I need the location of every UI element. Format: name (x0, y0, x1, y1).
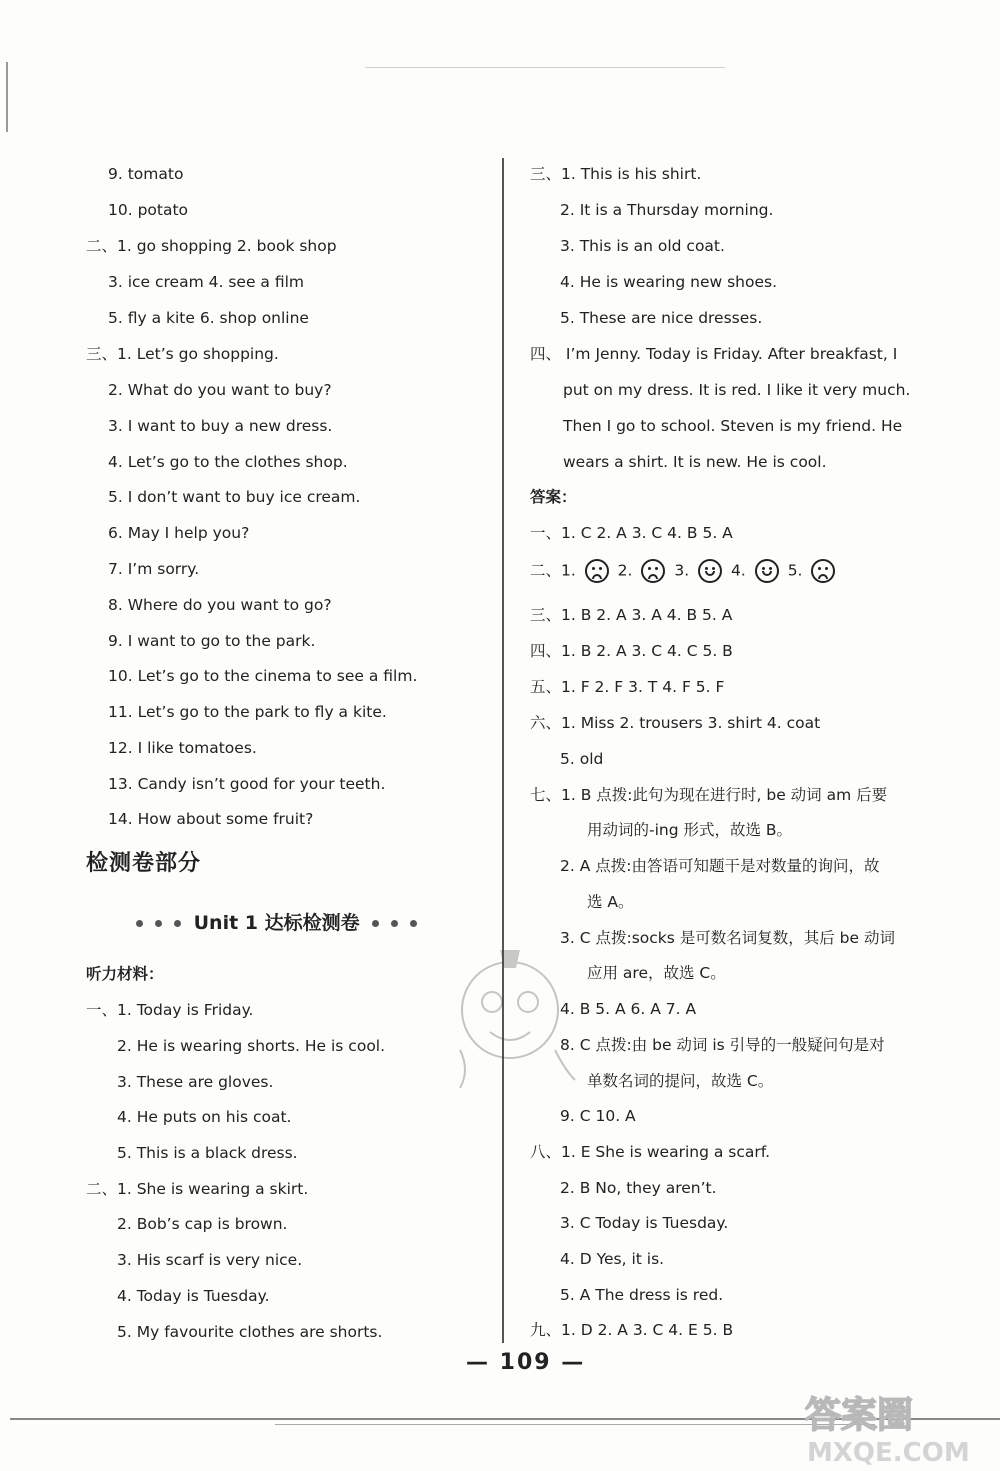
answer-line: 一、1. C 2. A 3. C 4. B 5. A (530, 524, 733, 542)
left-line: 3. ice cream 4. see a film (108, 273, 305, 291)
left-line: 二、1. go shopping 2. book shop (86, 237, 337, 255)
watermark-logo (795, 1385, 995, 1467)
section-title: 检测卷部分 (86, 851, 202, 876)
left-line: 4. Let’s go to the clothes shop. (108, 453, 348, 471)
left-line: 9. tomato (108, 165, 184, 183)
left-line: 9. I want to go to the park. (108, 632, 316, 650)
answer-line: 4. B 5. A 6. A 7. A (560, 1000, 697, 1018)
answer-line: 五、1. F 2. F 3. T 4. F 5. F (530, 678, 725, 696)
left-line: 5. I don’t want to buy ice cream. (108, 488, 361, 506)
top-rule (365, 67, 725, 68)
column-divider (502, 158, 504, 1343)
left-line: 14. How about some fruit? (108, 810, 314, 828)
answer-line: 2. B No, they aren’t. (560, 1179, 717, 1197)
passage-line: 四、 I’m Jenny. Today is Friday. After breakfast, I (530, 345, 898, 363)
answer-line: 四、1. B 2. A 3. C 4. C 5. B (530, 642, 733, 660)
answer-line: 3. C Today is Tuesday. (560, 1214, 729, 1232)
face-answers-row (530, 559, 839, 583)
left-line: 4. Today is Tuesday. (117, 1287, 270, 1305)
answer-line: 3. C 点拨:socks 是可数名词复数，其后 be 动词 (560, 929, 895, 947)
listening-label: 听力材料： (86, 965, 164, 983)
unit-title (130, 908, 423, 935)
left-line: 3. I want to buy a new dress. (108, 417, 333, 435)
svg-text:MXQE.COM: MXQE.COM (807, 1438, 970, 1467)
left-line: 2. Bob’s cap is brown. (117, 1215, 288, 1233)
answer-line: 选 A。 (587, 893, 634, 911)
left-line: 4. He puts on his coat. (117, 1108, 292, 1126)
answer-line: 六、1. Miss 2. trousers 3. shirt 4. coat (530, 714, 821, 732)
answer-line: 2. A 点拨:由答语可知题干是对数量的询问，故 (560, 857, 880, 875)
left-line: 3. These are gloves. (117, 1073, 274, 1091)
bullet-dot-icon (174, 920, 181, 927)
sad-face-icon (641, 559, 665, 583)
left-line: 三、1. Let’s go shopping. (86, 345, 279, 363)
answer-line: 单数名词的提问，故选 C。 (587, 1072, 774, 1090)
left-line: 10. Let’s go to the cinema to see a film. (108, 667, 418, 685)
answer-line: 4. D Yes, it is. (560, 1250, 665, 1268)
left-line: 二、1. She is wearing a skirt. (86, 1180, 309, 1198)
answer-line: 5. A The dress is red. (560, 1286, 724, 1304)
answer-line: 8. C 点拨:由 be 动词 is 引导的一般疑问句是对 (560, 1036, 885, 1054)
answer-line: 七、1. B 点拨:此句为现在进行时, be 动词 am 后要 (530, 786, 888, 804)
answer-num: 4. (731, 561, 746, 580)
left-line: 13. Candy isn’t good for your teeth. (108, 775, 386, 793)
page-number: — 109 — (466, 1350, 586, 1375)
unit-title-text: Unit 1 达标检测卷 (193, 912, 360, 934)
right-line: 3. This is an old coat. (560, 237, 725, 255)
happy-face-icon (755, 559, 779, 583)
left-line: 5. This is a black dress. (117, 1144, 298, 1162)
left-line: 3. His scarf is very nice. (117, 1251, 303, 1269)
right-line: 5. These are nice dresses. (560, 309, 763, 327)
left-line: 6. May I help you? (108, 524, 250, 542)
answer-line: 用动词的-ing 形式，故选 B。 (587, 821, 793, 839)
right-line: 三、1. This is his shirt. (530, 165, 702, 183)
answer-num: 2. (617, 561, 633, 580)
answer-num: 5. (787, 561, 803, 580)
passage-line: put on my dress. It is red. I like it very much. (563, 381, 911, 399)
right-line: 2. It is a Thursday morning. (560, 201, 774, 219)
left-line: 5. My favourite clothes are shorts. (117, 1323, 383, 1341)
answer-line: 应用 are，故选 C。 (587, 964, 726, 982)
answer-num: 3. (674, 561, 690, 580)
right-line: 4. He is wearing new shoes. (560, 273, 778, 291)
answer-line: 三、1. B 2. A 3. A 4. B 5. A (530, 606, 733, 624)
left-line: 2. He is wearing shorts. He is cool. (117, 1037, 386, 1055)
page-edge-mark (6, 62, 8, 132)
passage-line: wears a shirt. It is new. He is cool. (563, 453, 827, 471)
left-line: 5. fly a kite 6. shop online (108, 309, 309, 327)
passage-line: Then I go to school. Steven is my friend. He (563, 417, 903, 435)
sad-face-icon (811, 559, 835, 583)
answer-label: 答案： (530, 488, 577, 506)
bullet-dot-icon (155, 920, 162, 927)
left-line: 10. potato (108, 201, 189, 219)
answer-line: 九、1. D 2. A 3. C 4. E 5. B (530, 1321, 734, 1339)
left-line: 8. Where do you want to go? (108, 596, 332, 614)
answer-line: 9. C 10. A (560, 1107, 636, 1125)
mascot-illustration (440, 940, 580, 1090)
svg-text:答案圈: 答案圈 (805, 1395, 914, 1436)
bullet-dot-icon (391, 920, 398, 927)
sad-face-icon (585, 559, 609, 583)
bottom-rule-thin (275, 1424, 875, 1425)
left-line: 一、1. Today is Friday. (86, 1001, 254, 1019)
left-line: 2. What do you want to buy? (108, 381, 332, 399)
answer-prefix: 二、1. (530, 561, 576, 580)
left-line: 7. I’m sorry. (108, 560, 200, 578)
left-line: 11. Let’s go to the park to fly a kite. (108, 703, 387, 721)
happy-face-icon (698, 559, 722, 583)
bullet-dot-icon (410, 920, 417, 927)
answer-line: 八、1. E She is wearing a scarf. (530, 1143, 771, 1161)
bullet-dot-icon (372, 920, 379, 927)
bullet-dot-icon (136, 920, 143, 927)
left-line: 12. I like tomatoes. (108, 739, 257, 757)
answer-line: 5. old (560, 750, 604, 768)
